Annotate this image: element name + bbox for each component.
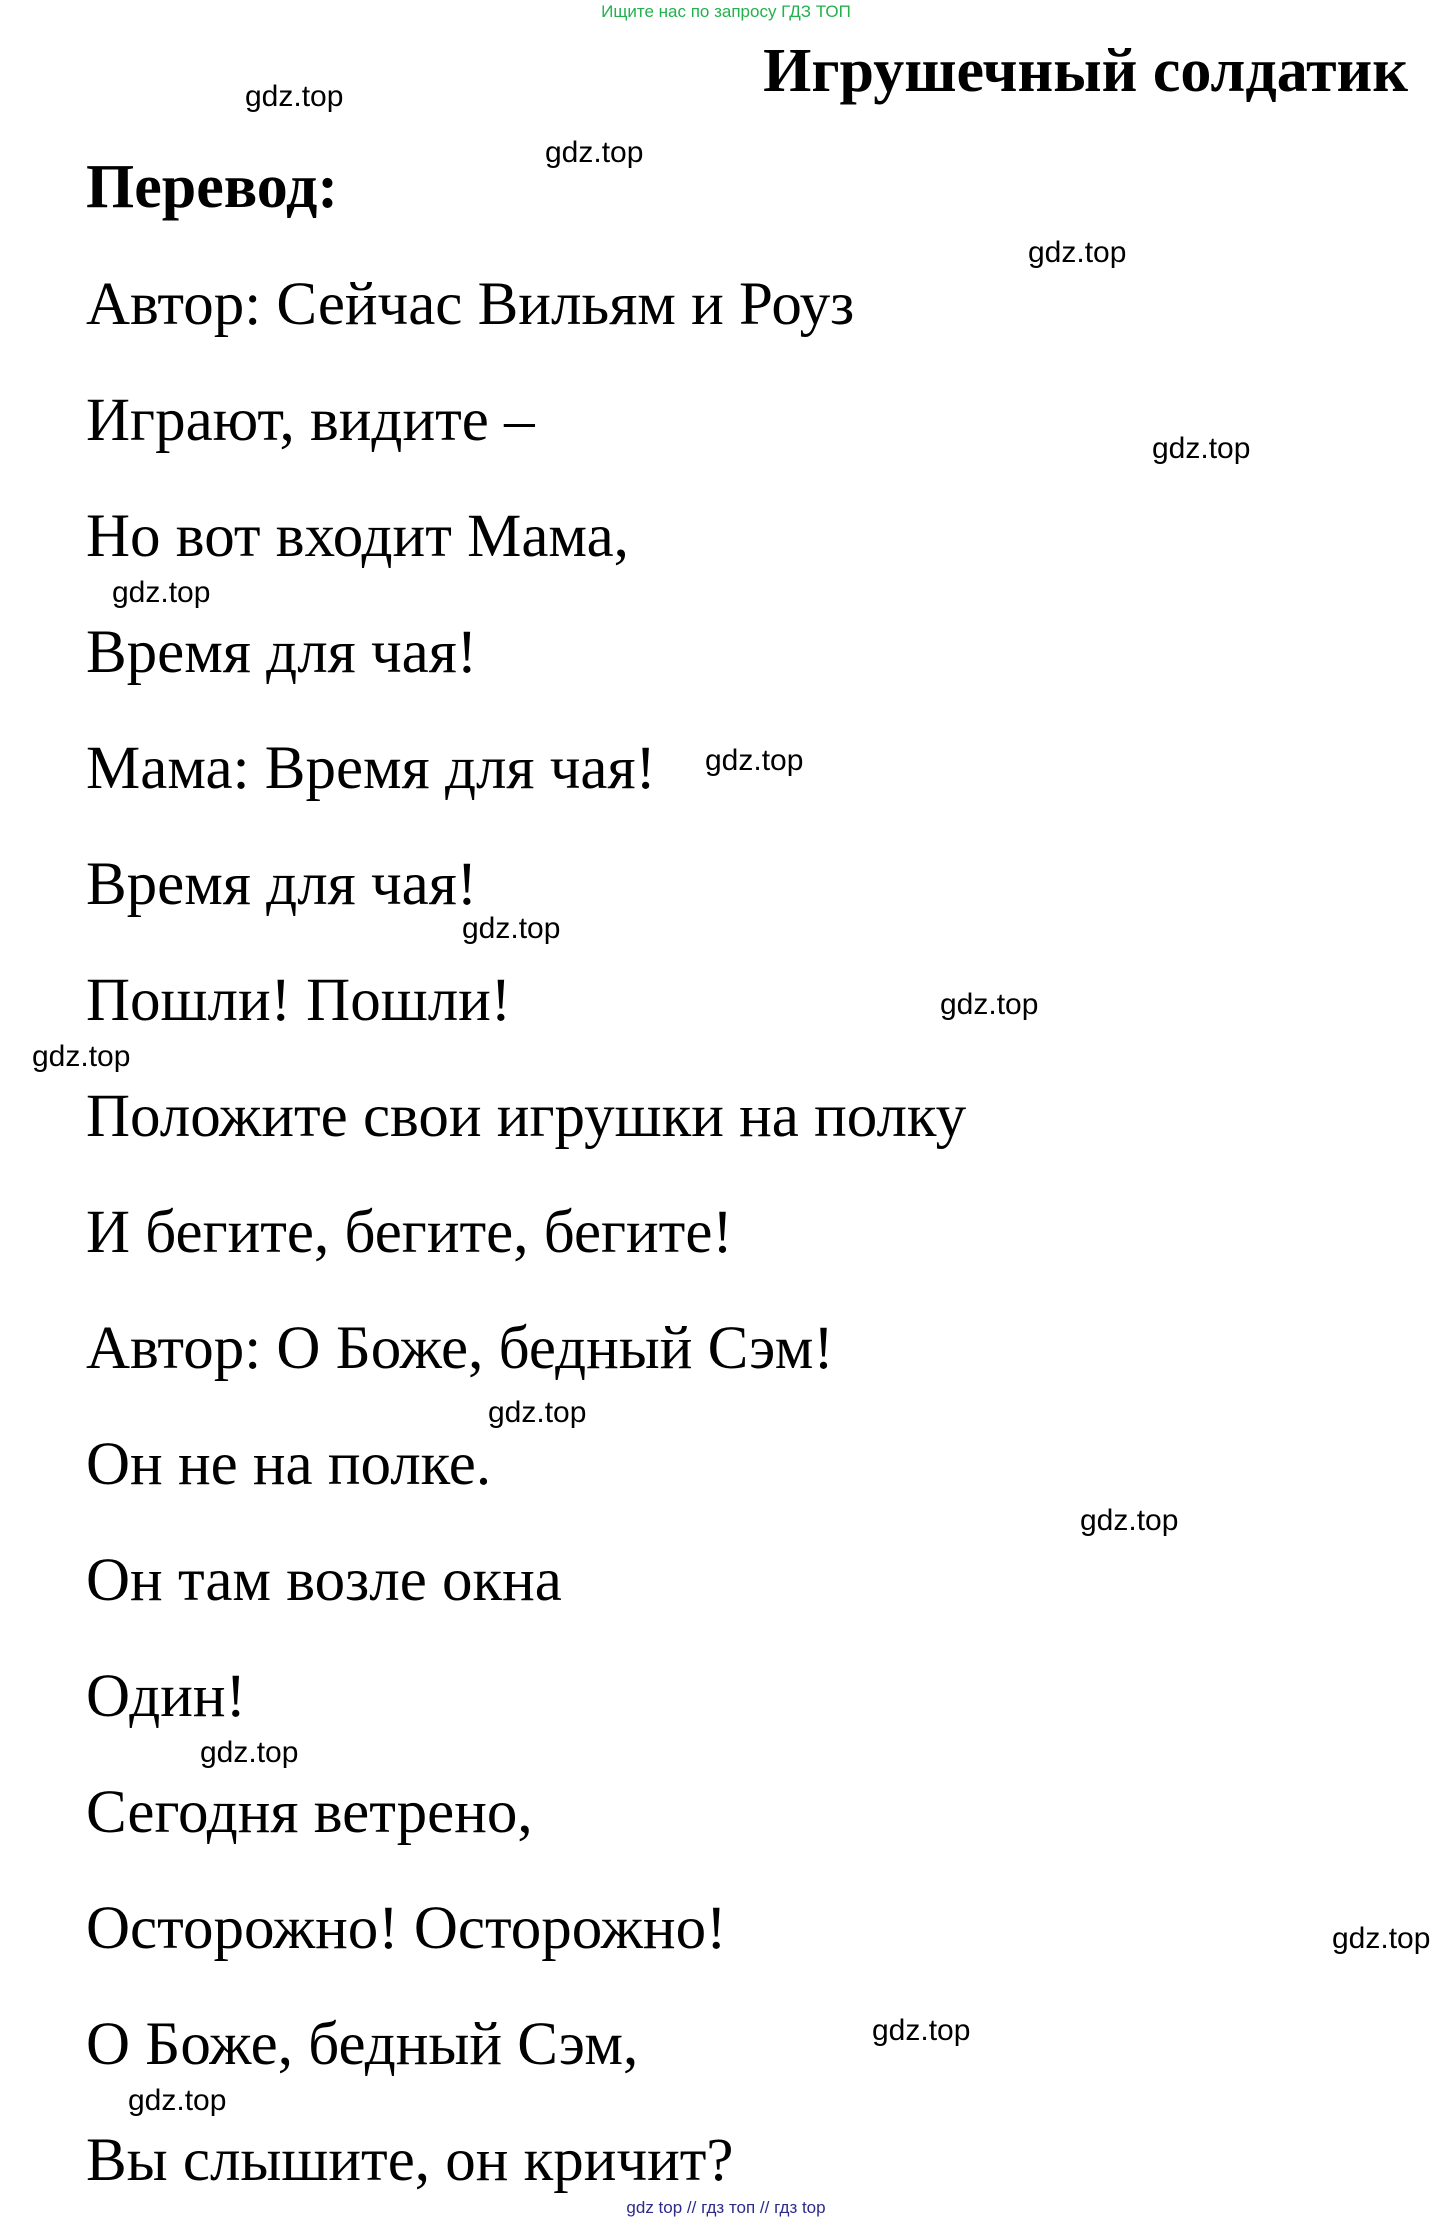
watermark: gdz.top <box>1332 1922 1431 1955</box>
footer-watermark: gdz top // гдз топ // гдз top <box>626 2198 826 2217</box>
search-hint: Ищите нас по запросу ГДЗ ТОП <box>601 2 851 21</box>
watermark: gdz.top <box>872 2014 971 2047</box>
text-line: Сегодня ветрено, <box>86 1779 533 1846</box>
text-line: Пошли! Пошли! <box>86 967 512 1034</box>
watermark: gdz.top <box>1152 432 1251 465</box>
text-line: Мама: Время для чая! <box>86 735 656 802</box>
watermark: gdz.top <box>200 1736 299 1769</box>
watermark: gdz.top <box>1028 236 1127 269</box>
text-line: О Боже, бедный Сэм, <box>86 2011 639 2078</box>
watermark: gdz.top <box>705 744 804 777</box>
watermark: gdz.top <box>1080 1504 1179 1537</box>
watermark: gdz.top <box>488 1396 587 1429</box>
watermark: gdz.top <box>112 576 211 609</box>
text-line: Осторожно! Осторожно! <box>86 1895 727 1962</box>
text-line: Время для чая! <box>86 851 478 918</box>
text-line: И бегите, бегите, бегите! <box>86 1199 733 1266</box>
watermark: gdz.top <box>545 136 644 169</box>
text-line: Он не на полке. <box>86 1431 492 1498</box>
section-heading: Перевод: <box>86 153 339 221</box>
watermark: gdz.top <box>245 80 344 113</box>
text-line: Автор: Сейчас Вильям и Роуз <box>86 271 855 338</box>
text-line: Положите свои игрушки на полку <box>86 1083 967 1150</box>
watermark: gdz.top <box>32 1040 131 1073</box>
text-line: Автор: О Боже, бедный Сэм! <box>86 1315 834 1382</box>
page-title: Игрушечный солдатик <box>763 37 1408 105</box>
text-line: Один! <box>86 1663 246 1730</box>
text-line: Время для чая! <box>86 619 478 686</box>
text-line: Он там возле окна <box>86 1547 562 1614</box>
text-line: Вы слышите, он кричит? <box>86 2127 734 2194</box>
text-line: Играют, видите – <box>86 387 535 454</box>
watermark: gdz.top <box>128 2084 227 2117</box>
watermark: gdz.top <box>940 988 1039 1021</box>
text-line: Но вот входит Мама, <box>86 503 629 570</box>
watermark: gdz.top <box>462 912 561 945</box>
